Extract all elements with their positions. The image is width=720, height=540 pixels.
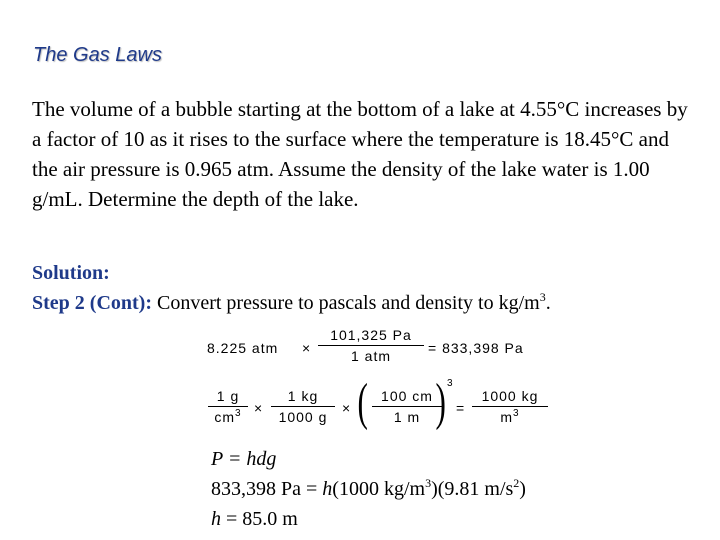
work-line-2-d: ) [519,478,526,500]
eq2-f3-bar [372,406,442,407]
work-line-3 [211,504,526,534]
eq2-equals: = [456,400,466,416]
solution-block [32,258,551,318]
work-line-2-c: )(9.81 m/s [431,478,514,500]
solution-label: Solution: [32,262,110,284]
eq1-times: × [302,340,312,356]
eq2-fraction-4 [472,388,548,425]
eq2-f1-den-sup: 3 [235,408,242,419]
eq2-fraction-3 [372,388,442,425]
eq2-f2-bar [271,406,335,407]
step-sup: 3 [539,290,546,304]
eq2-f1-den-text: cm [214,409,236,425]
eq2-f4-den-text: m [500,409,514,425]
step-label: Step 2 (Cont): [32,292,152,314]
eq2-f1-denominator [208,409,248,425]
eq2-f4-bar [472,406,548,407]
eq2-f4-denominator [472,409,548,425]
eq2-f3-exponent: 3 [447,378,454,389]
work-line-2-h: h [322,478,333,500]
work-line-3-h: h [211,508,221,530]
eq1-result: = 833,398 Pa [428,340,524,356]
eq2-f3-numerator: 100 cm [381,388,433,404]
eq2-f2-numerator: 1 kg [287,388,319,404]
eq2-f4-numerator: 1000 kg [481,388,539,404]
eq2-f1-bar [208,406,248,407]
work-line-3-b: = 85.0 m [221,508,298,530]
work-line-1 [211,444,526,474]
step-end: . [545,292,551,314]
eq2-fraction-1 [208,388,248,425]
work-line-2-sup1: 3 [425,476,432,490]
eq2-f1-numerator: 1 g [216,388,240,404]
eq2-f3-denominator: 1 m [393,409,421,425]
problem-statement: The volume of a bubble starting at the bottom of a lake at 4.55°C increases by a factor of 10 as it rises to the surface where the temperature is 18.45°C and the air pressure is 0.965 atm. Assume the density of the lake water is 1.00 g/mL. Determine the depth of the lake. [32,97,688,211]
eq2-fraction-2 [271,388,335,425]
work-line-2-a: 833,398 Pa = [211,478,323,500]
eq1-fraction-bar [318,345,424,346]
left-paren: ( [357,374,368,431]
work-lines [211,444,526,534]
eq2-times-2: × [342,400,352,416]
work-line-2 [211,474,526,504]
eq2-f2-denominator: 1000 g [278,409,328,425]
step-text: Convert pressure to pascals and density to kg/m [157,292,540,314]
eq1-numerator: 101,325 Pa [330,327,412,343]
work-line-2-sup2: 2 [513,476,520,490]
eq2-f4-den-sup: 3 [513,408,520,419]
work-line-1-text: P = hdg [211,448,277,470]
eq1-fraction [318,327,424,364]
eq2-times-1: × [254,400,264,416]
work-line-2-b: (1000 kg/m [332,478,426,500]
right-paren: ) [435,374,446,431]
eq1-denominator: 1 atm [350,348,391,364]
slide-title: The Gas Laws [33,44,162,66]
eq1-lhs: 8.225 atm [207,340,279,356]
